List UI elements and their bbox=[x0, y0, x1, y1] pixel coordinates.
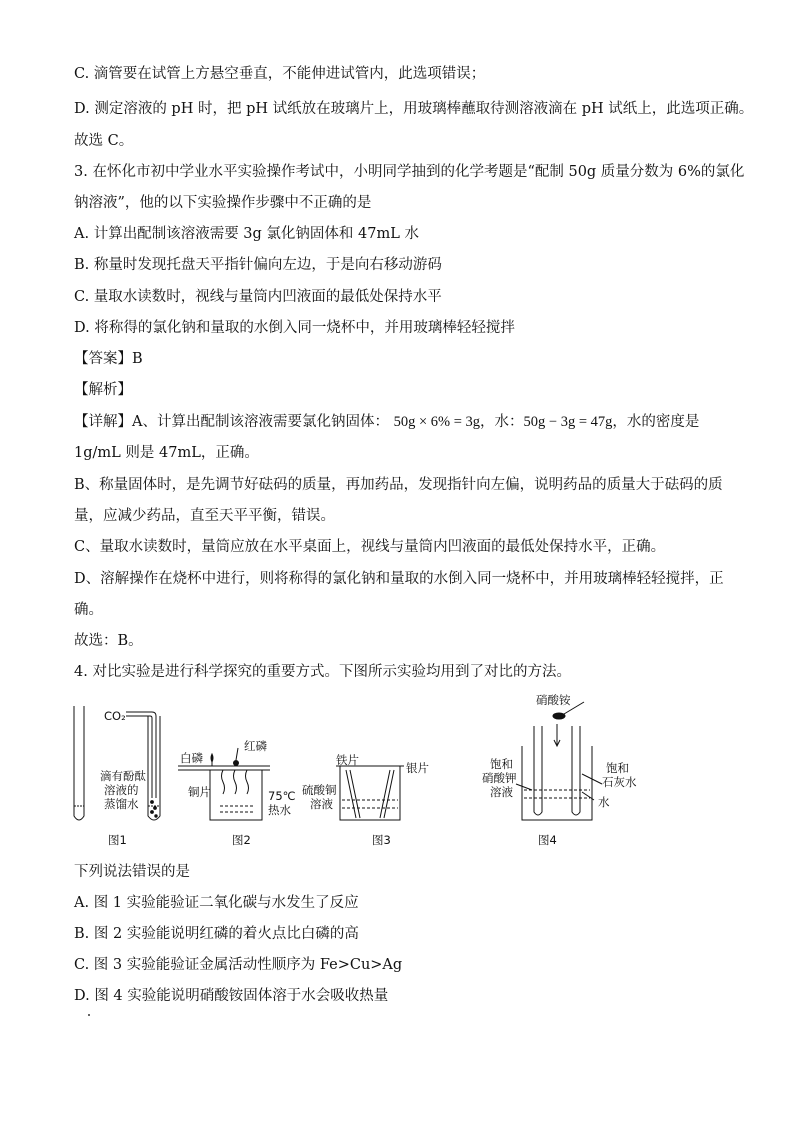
label-solution: 溶液的 bbox=[104, 783, 139, 797]
text-line: D. 测定溶液的 pH 时，把 pH 试纸放在玻璃片上，用玻璃棒蘸取待测溶液滴在 pH 试纸上，此选项正确。 bbox=[74, 101, 754, 117]
formula-water: 50g − 3g = 47g bbox=[523, 414, 613, 430]
answer-label: 【答案】 bbox=[74, 351, 132, 367]
text-line: C. 滴管要在试管上方悬空垂直，不能伸进试管内，此选项错误； bbox=[74, 66, 486, 82]
label-red-phosphorus: 红磷 bbox=[244, 739, 267, 753]
detail-line-b: B、称量固体时，是先调节好砝码的质量，再加药品，发现指针向左偏，说明药品的质量大于砝码的质 bbox=[74, 477, 723, 493]
figure-4 bbox=[516, 702, 602, 820]
label-copper-sheet: 铜片 bbox=[188, 785, 211, 799]
label-limewater: 石灰水 bbox=[602, 775, 637, 789]
q4-option-a: A. 图 1 实验能验证二氧化碳与水发生了反应 bbox=[74, 895, 359, 911]
figure-3 bbox=[336, 766, 404, 820]
test-tube-left bbox=[74, 706, 84, 820]
experiment-figures bbox=[60, 688, 730, 856]
label-co2: CO₂ bbox=[104, 709, 126, 723]
answer-line bbox=[74, 349, 143, 369]
label-solution-left: 溶液 bbox=[490, 785, 513, 799]
tube-limewater bbox=[572, 726, 580, 815]
option-b: B. 称量时发现托盘天平指针偏向左边，于是向右移动游码 bbox=[74, 257, 442, 273]
label-saturated-left: 饱和 bbox=[490, 757, 513, 771]
detail-line-a bbox=[74, 412, 699, 432]
caption-figure-3: 图3 bbox=[372, 833, 391, 847]
question-4-ask: 下列说法错误的是 bbox=[74, 864, 190, 880]
q4-option-d: D. 图 4 实验能说明硝酸铵固体溶于水会吸收热量 bbox=[74, 988, 389, 1004]
analysis-label: 【解析】 bbox=[74, 382, 132, 398]
experiment-figures-svg bbox=[60, 688, 730, 856]
detail-line-c: C、量取水读数时，量筒应放在水平桌面上，视线与量筒内凹液面的最低处保持水平，正确。 bbox=[74, 539, 666, 555]
detail-label: 【详解】 bbox=[74, 414, 132, 430]
beaker-4 bbox=[522, 746, 592, 820]
option-a: A. 计算出配制该溶液需要 3g 氯化钠固体和 47mL 水 bbox=[74, 226, 419, 242]
tube-potassium-nitrate bbox=[534, 726, 542, 815]
answer-value: B bbox=[132, 351, 143, 367]
caption-figure-1: 图1 bbox=[108, 833, 127, 847]
label-copper-sulfate: 硫酸铜 bbox=[302, 783, 337, 797]
label-water: 水 bbox=[598, 795, 610, 809]
detail-line-d2: 确。 bbox=[74, 602, 103, 618]
detail-text: ，水的密度是 bbox=[612, 414, 700, 430]
label-phenolphthalein: 滴有酚酞 bbox=[100, 769, 146, 783]
caption-figure-4: 图4 bbox=[538, 833, 557, 847]
detail-text: A、计算出配制该溶液需要氯化钠固体： bbox=[132, 414, 389, 430]
formula-sodium-chloride: 50g × 6% = 3g bbox=[393, 414, 481, 430]
label-silver-sheet: 银片 bbox=[406, 761, 429, 775]
label-copper-sulfate-solution: 溶液 bbox=[310, 797, 333, 811]
detail-line-d: D、溶解操作在烧杯中进行，则将称得的氯化钠和量取的水倒入同一烧杯中，并用玻璃棒轻轻搅拌，正 bbox=[74, 571, 724, 587]
beaker-3 bbox=[340, 766, 400, 820]
text-line: 故选 C。 bbox=[74, 133, 134, 149]
spoon bbox=[553, 713, 565, 719]
option-d: D. 将称得的氯化钠和量取的水倒入同一烧杯中，并用玻璃棒轻轻搅拌 bbox=[74, 320, 515, 336]
test-tube-right bbox=[148, 716, 160, 820]
label-potassium-nitrate: 硝酸钾 bbox=[482, 771, 517, 785]
label-distilled-water: 蒸馏水 bbox=[104, 797, 139, 811]
label-saturated-right: 饱和 bbox=[606, 761, 629, 775]
q4-option-c: C. 图 3 实验能验证金属活动性顺序为 Fe>Cu>Ag bbox=[74, 957, 403, 973]
detail-line-b2: 量，应减少药品，直至天平平衡，错误。 bbox=[74, 508, 335, 524]
detail-text: ，水： bbox=[480, 414, 524, 430]
stray-mark bbox=[88, 1014, 90, 1016]
label-iron-sheet: 铁片 bbox=[336, 753, 359, 767]
option-c: C. 量取水读数时，视线与量筒内凹液面的最低处保持水平 bbox=[74, 289, 442, 305]
question-3-stem: 3. 在怀化市初中学业水平实验操作考试中，小明同学抽到的化学考题是“配制 50g 质量分数为 6%的氯化 bbox=[74, 164, 745, 180]
label-temperature: 75℃ bbox=[268, 789, 296, 803]
caption-figure-2: 图2 bbox=[232, 833, 251, 847]
label-white-phosphorus: 白磷 bbox=[180, 751, 203, 765]
detail-conclusion: 故选：B。 bbox=[74, 633, 143, 649]
question-3-stem-cont: 钠溶液”，他的以下实验操作步骤中不正确的是 bbox=[74, 195, 372, 211]
label-hot-water: 热水 bbox=[268, 803, 291, 817]
detail-line-a2: 1g/mL 则是 47mL，正确。 bbox=[74, 445, 259, 461]
q4-option-b: B. 图 2 实验能说明红磷的着火点比白磷的高 bbox=[74, 926, 359, 942]
label-ammonium-nitrate: 硝酸铵 bbox=[536, 693, 571, 707]
question-4-stem: 4. 对比实验是进行科学探究的重要方式。下图所示实验均用到了对比的方法。 bbox=[74, 664, 571, 680]
